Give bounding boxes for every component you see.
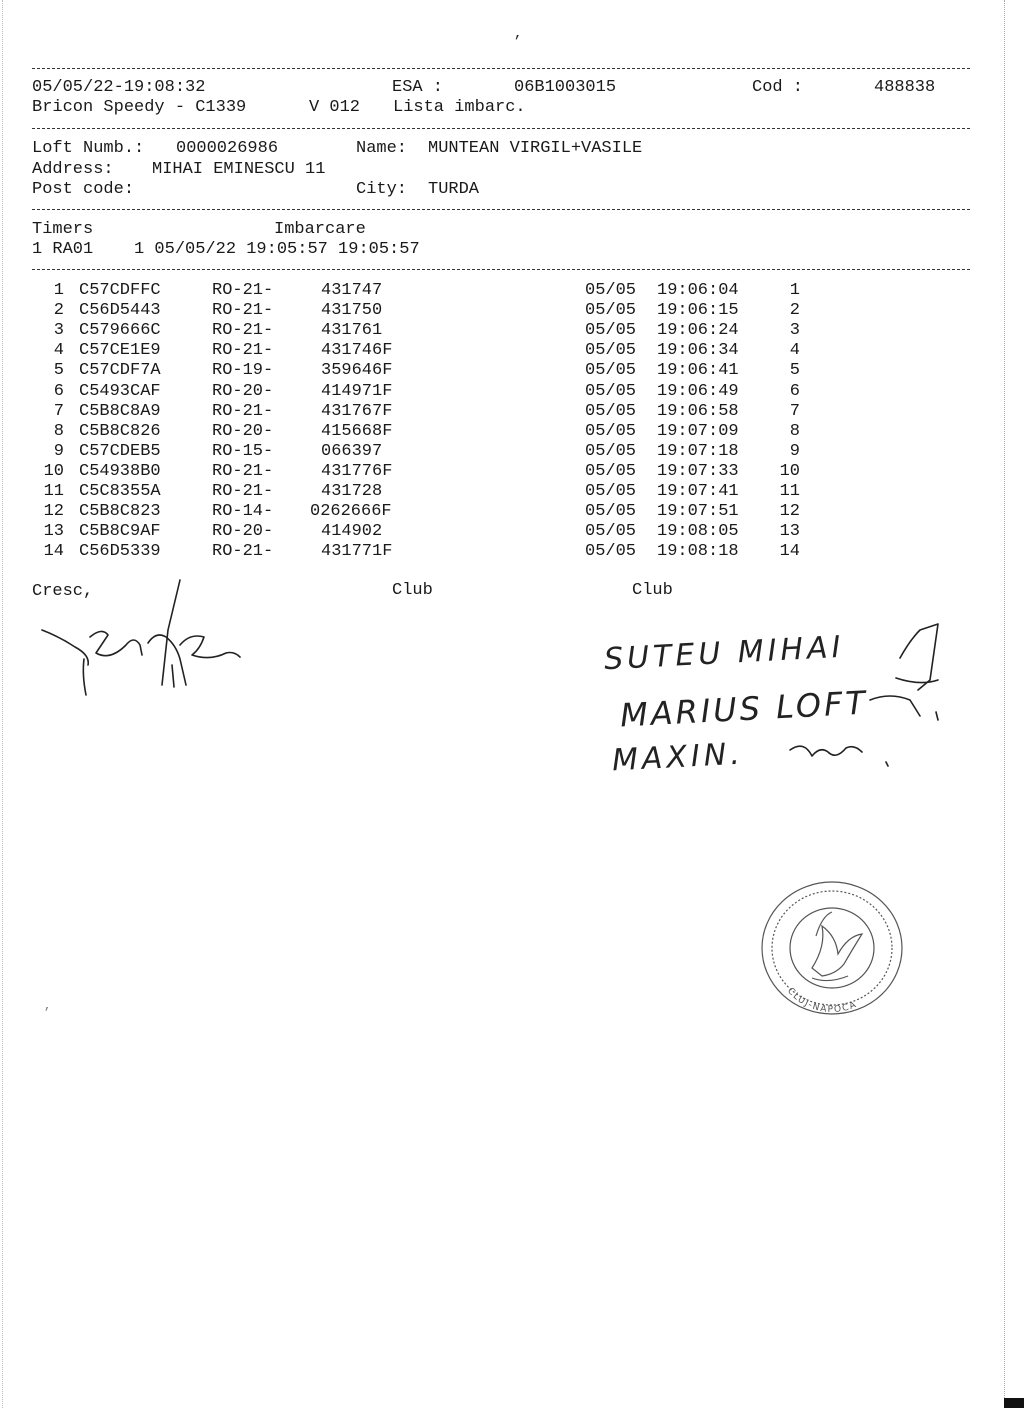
bird-chip-id: C579666C bbox=[79, 321, 161, 341]
bird-ring-prefix: RO-21- bbox=[212, 461, 274, 481]
bird-order: 8 bbox=[789, 421, 800, 441]
bird-date: 05/05 bbox=[585, 502, 637, 522]
bird-date: 05/05 bbox=[585, 341, 637, 361]
bird-ring-number: 431761 bbox=[321, 321, 383, 341]
club-label-1: Club bbox=[392, 581, 433, 600]
bird-time: 19:06:49 bbox=[657, 381, 739, 401]
bird-date: 05/05 bbox=[585, 482, 637, 501]
bird-time: 19:06:04 bbox=[657, 281, 739, 300]
bird-chip-id: C5B8C8A9 bbox=[79, 401, 161, 421]
bird-row-number: 3 bbox=[53, 321, 64, 341]
bird-time: 19:06:15 bbox=[657, 301, 739, 321]
bird-ring-number: 415668F bbox=[321, 421, 393, 441]
bird-order: 7 bbox=[789, 401, 800, 421]
bird-date: 05/05 bbox=[585, 441, 637, 461]
bird-ring-number: 431771F bbox=[321, 542, 393, 562]
esa-value: 06B1003015 bbox=[514, 78, 617, 97]
bird-date: 05/05 bbox=[585, 321, 637, 341]
bird-time: 19:06:58 bbox=[657, 401, 739, 421]
bird-order: 9 bbox=[789, 441, 800, 461]
bird-date: 05/05 bbox=[585, 401, 637, 421]
bird-order: 5 bbox=[789, 361, 800, 381]
bird-ring-prefix: RO-20- bbox=[212, 522, 274, 542]
bird-ring-prefix: RO-19- bbox=[212, 361, 274, 381]
bird-ring-prefix: RO-20- bbox=[212, 381, 274, 401]
device-version: V 012 bbox=[309, 98, 361, 117]
bird-chip-id: C56D5339 bbox=[79, 542, 161, 562]
bird-row-number: 7 bbox=[53, 401, 64, 421]
bird-ring-number: 431750 bbox=[321, 301, 383, 321]
bird-row-number: 14 bbox=[43, 542, 64, 562]
cod-label: Cod : bbox=[752, 78, 804, 97]
name-label: Name: bbox=[356, 139, 408, 158]
bird-row-number: 10 bbox=[43, 461, 64, 481]
bird-chip-id: C57CE1E9 bbox=[79, 341, 161, 361]
bird-row-number: 1 bbox=[53, 281, 64, 300]
bird-ring-number: 431728 bbox=[321, 482, 383, 501]
loft-label: Loft Numb.: bbox=[32, 139, 145, 158]
stray-mark: , bbox=[514, 26, 523, 42]
list-title: Lista imbarc. bbox=[393, 98, 526, 117]
bird-ring-prefix: RO-21- bbox=[212, 482, 274, 501]
bird-order: 13 bbox=[779, 522, 800, 542]
bird-chip-id: C57CDEB5 bbox=[79, 441, 161, 461]
bird-time: 19:07:51 bbox=[657, 502, 739, 522]
bird-ring-prefix: RO-21- bbox=[212, 341, 274, 361]
name-value: MUNTEAN VIRGIL+VASILE bbox=[428, 139, 643, 158]
bird-ring-prefix: RO-15- bbox=[212, 441, 274, 461]
club-label-2: Club bbox=[632, 581, 673, 600]
handwritten-line-1: SUTEU MIHAI bbox=[603, 629, 846, 678]
esa-label: ESA : bbox=[392, 78, 444, 97]
club-stamp bbox=[752, 876, 912, 1026]
scan-corner-mark bbox=[1004, 1398, 1024, 1408]
bird-chip-id: C57CDFFC bbox=[79, 281, 161, 300]
bird-ring-prefix: RO-21- bbox=[212, 301, 274, 321]
rule-top bbox=[32, 68, 970, 69]
bird-row-number: 9 bbox=[53, 441, 64, 461]
stray-mark-left: , bbox=[44, 999, 52, 1013]
device-name: Bricon Speedy - C1339 bbox=[32, 98, 247, 117]
scan-edge-left bbox=[2, 0, 3, 1408]
bird-chip-id: C5B8C826 bbox=[79, 421, 161, 441]
bird-chip-id: C54938B0 bbox=[79, 461, 161, 481]
svg-text:CLUJ-NAPOCA bbox=[785, 986, 859, 1015]
bird-time: 19:08:05 bbox=[657, 522, 739, 542]
bird-row-number: 11 bbox=[43, 482, 64, 501]
bird-time: 19:07:18 bbox=[657, 441, 739, 461]
bird-order: 12 bbox=[779, 502, 800, 522]
bird-ring-prefix: RO-21- bbox=[212, 401, 274, 421]
bird-ring-number: 066397 bbox=[321, 441, 383, 461]
bird-row-number: 12 bbox=[43, 502, 64, 522]
bird-chip-id: C5C8355A bbox=[79, 482, 161, 501]
imbarcare-label: Imbarcare bbox=[274, 220, 366, 239]
bird-row-number: 6 bbox=[53, 381, 64, 401]
bird-row-number: 2 bbox=[53, 301, 64, 321]
signature-cresc bbox=[30, 575, 260, 705]
bird-ring-prefix: RO-21- bbox=[212, 321, 274, 341]
bird-row-number: 5 bbox=[53, 361, 64, 381]
timers-label: Timers bbox=[32, 220, 94, 239]
bird-ring-prefix: RO-20- bbox=[212, 421, 274, 441]
cod-value: 488838 bbox=[874, 78, 936, 97]
city-label: City: bbox=[356, 180, 408, 199]
bird-row-number: 4 bbox=[53, 341, 64, 361]
rule-timers bbox=[32, 269, 970, 270]
bird-ring-number: 0262666F bbox=[310, 502, 392, 522]
address-label: Address: bbox=[32, 160, 114, 179]
bird-ring-prefix: RO-21- bbox=[212, 542, 274, 562]
stamp-text: CLUJ-NAPOCA bbox=[785, 986, 859, 1016]
bird-ring-prefix: RO-21- bbox=[212, 281, 274, 300]
bird-ring-number: 414902 bbox=[321, 522, 383, 542]
address-value: MIHAI EMINESCU 11 bbox=[152, 160, 326, 179]
rule-header bbox=[32, 128, 970, 129]
rule-owner bbox=[32, 209, 970, 210]
bird-ring-prefix: RO-14- bbox=[212, 502, 274, 522]
bird-time: 19:06:24 bbox=[657, 321, 739, 341]
bird-ring-number: 431776F bbox=[321, 461, 393, 481]
bird-date: 05/05 bbox=[585, 461, 637, 481]
bird-order: 11 bbox=[779, 482, 800, 501]
header-datetime: 05/05/22-19:08:32 bbox=[32, 78, 206, 97]
bird-date: 05/05 bbox=[585, 281, 637, 300]
bird-order: 1 bbox=[789, 281, 800, 300]
bird-chip-id: C56D5443 bbox=[79, 301, 161, 321]
bird-order: 10 bbox=[779, 461, 800, 481]
bird-chip-id: C5493CAF bbox=[79, 381, 161, 401]
bird-ring-number: 431747 bbox=[321, 281, 383, 300]
bird-order: 3 bbox=[789, 321, 800, 341]
bird-date: 05/05 bbox=[585, 421, 637, 441]
bird-date: 05/05 bbox=[585, 301, 637, 321]
loft-value: 0000026986 bbox=[176, 139, 279, 158]
handwritten-scribbles bbox=[770, 620, 970, 780]
bird-time: 19:07:09 bbox=[657, 421, 739, 441]
bird-ring-number: 359646F bbox=[321, 361, 393, 381]
bird-order: 6 bbox=[789, 381, 800, 401]
bird-date: 05/05 bbox=[585, 522, 637, 542]
bird-time: 19:07:41 bbox=[657, 482, 739, 501]
bird-time: 19:08:18 bbox=[657, 542, 739, 562]
timer-row: 1 RA01 1 05/05/22 19:05:57 19:05:57 bbox=[32, 240, 420, 259]
bird-date: 05/05 bbox=[585, 542, 637, 562]
bird-order: 4 bbox=[789, 341, 800, 361]
bird-time: 19:07:33 bbox=[657, 461, 739, 481]
bird-ring-number: 414971F bbox=[321, 381, 393, 401]
handwritten-line-3: MAXIN. bbox=[611, 736, 745, 779]
bird-time: 19:06:34 bbox=[657, 341, 739, 361]
bird-chip-id: C5B8C823 bbox=[79, 502, 161, 522]
bird-date: 05/05 bbox=[585, 361, 637, 381]
bird-order: 2 bbox=[789, 301, 800, 321]
bird-ring-number: 431746F bbox=[321, 341, 393, 361]
bird-ring-number: 431767F bbox=[321, 401, 393, 421]
bird-order: 14 bbox=[779, 542, 800, 562]
postcode-label: Post code: bbox=[32, 180, 135, 199]
bird-chip-id: C57CDF7A bbox=[79, 361, 161, 381]
cresc-label: Cresc, bbox=[32, 582, 94, 601]
bird-date: 05/05 bbox=[585, 381, 637, 401]
bird-chip-id: C5B8C9AF bbox=[79, 522, 161, 542]
scan-edge-right bbox=[1004, 0, 1005, 1408]
city-value: TURDA bbox=[428, 180, 480, 199]
bird-row-number: 8 bbox=[53, 421, 64, 441]
bird-time: 19:06:41 bbox=[657, 361, 739, 381]
bird-row-number: 13 bbox=[43, 522, 64, 542]
handwritten-line-2: MARIUS LOFT bbox=[619, 683, 869, 735]
